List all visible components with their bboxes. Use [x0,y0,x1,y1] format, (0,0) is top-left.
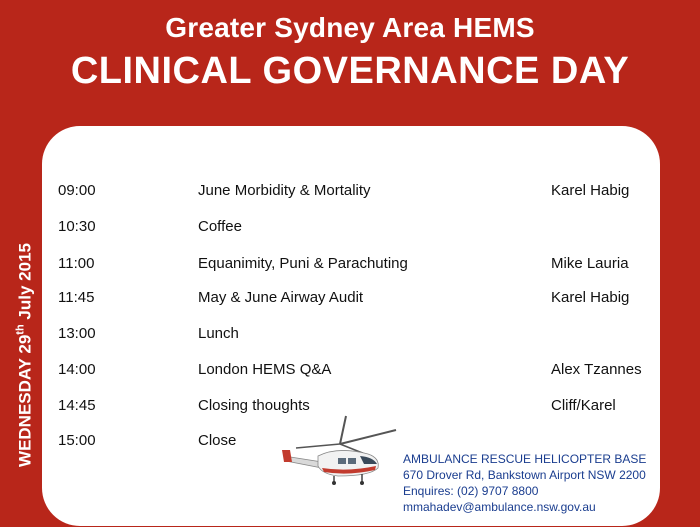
row-topic: Lunch [198,325,239,342]
row-speaker: Cliff/Karel [551,397,616,414]
row-topic: May & June Airway Audit [198,289,364,306]
helicopter-icon [278,414,408,494]
base-name: AMBULANCE RESCUE HELICOPTER BASE [403,452,647,466]
row-time: 15:00 [58,432,96,449]
row-speaker: Mike Lauria [551,255,629,272]
schedule-row [0,361,700,383]
date-prefix: WEDNESDAY 29 [15,334,35,467]
schedule-row [0,255,700,277]
row-time: 09:00 [58,182,96,199]
row-time: 13:00 [58,325,96,342]
row-topic: June Morbidity & Mortality [198,182,371,199]
schedule-row [0,218,700,240]
row-time: 10:30 [58,218,96,235]
base-address: 670 Drover Rd, Bankstown Airport NSW 2200 [403,468,646,482]
schedule-row [0,325,700,347]
event-subtitle: Greater Sydney Area HEMS [165,12,535,43]
row-speaker: Karel Habig [551,289,630,306]
row-topic: Coffee [198,218,242,235]
schedule-row [0,182,700,204]
row-topic: Close [198,432,237,449]
date-rest: July 2015 [15,243,35,325]
row-speaker: Alex Tzannes [551,361,642,378]
row-time: 11:00 [58,255,95,272]
base-email: mmahadev@ambulance.nsw.gov.au [403,500,596,514]
row-topic: London HEMS Q&A [198,361,332,378]
date-suffix: th [14,324,27,335]
row-topic: Equanimity, Puni & Parachuting [198,255,408,272]
row-speaker: Karel Habig [551,182,630,199]
row-time: 11:45 [58,289,95,306]
row-topic: Closing thoughts [198,397,310,414]
event-title: CLINICAL GOVERNANCE DAY [70,50,630,92]
base-info [403,451,646,515]
row-time: 14:45 [58,397,96,414]
row-time: 14:00 [58,361,96,378]
schedule-row [0,289,700,311]
base-phone: Enquires: (02) 9707 8800 [403,484,539,498]
